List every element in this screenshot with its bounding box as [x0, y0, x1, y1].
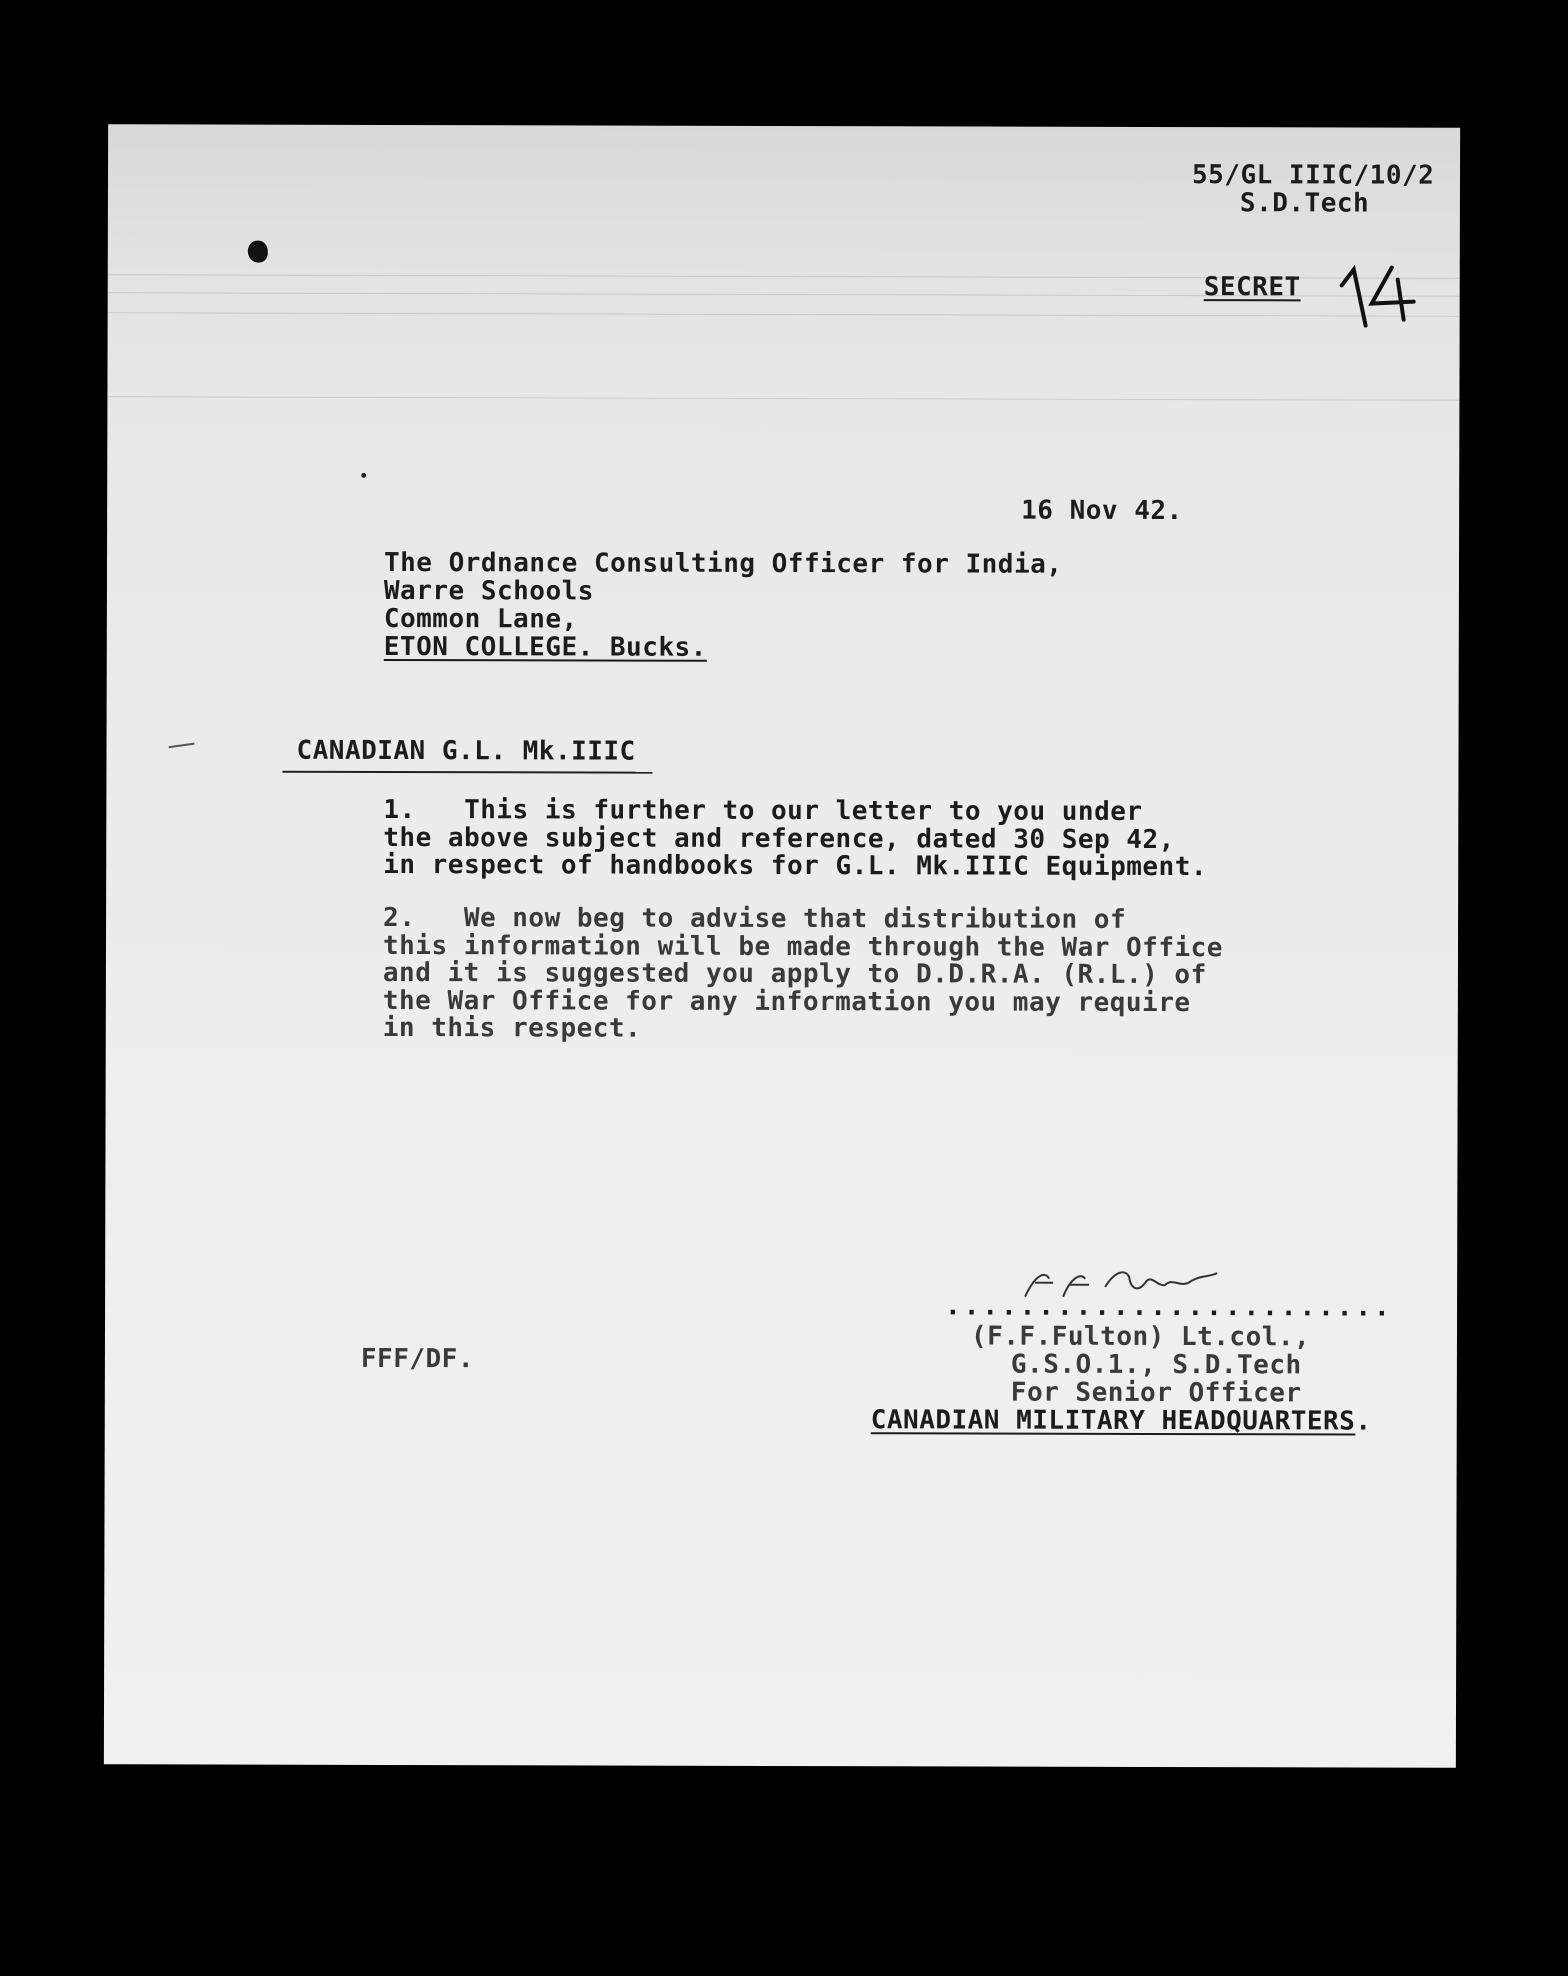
organization-name	[871, 1406, 1411, 1437]
department-code: S.D.Tech	[1239, 188, 1370, 219]
organization-period: .	[1355, 1406, 1372, 1437]
ink-blot	[248, 241, 268, 263]
recipient-line: ETON COLLEGE. Bucks.	[383, 631, 707, 663]
recipient-line: The Ordnance Consulting Officer for India,	[383, 547, 1063, 580]
subject-line: CANADIAN G.L. Mk.IIIC	[296, 735, 636, 767]
signatory-name: (F.F.Fulton) Lt.col.,	[970, 1321, 1311, 1353]
paragraph-2: 2. We now beg to advise that distribution of this information will be made through the War Office and it is suggested you apply to D.D.R.A. (R.L.) of the War Office for any information you may require in this respect.	[382, 902, 1224, 1044]
paragraph-1: 1. This is further to our letter to you under the above subject and reference, dated 30 Sep 42, in respect of handbooks for G.L. Mk.IIIC Equipment.	[383, 794, 1208, 883]
folio-number-handwritten	[1332, 257, 1422, 337]
signature-line: ........................	[945, 1291, 1393, 1323]
paper-line	[107, 396, 1459, 401]
ink-dot	[361, 473, 366, 478]
reference-number: 55/GL IIIC/10/2	[1191, 160, 1435, 191]
organization-label: CANADIAN MILITARY HEADQUARTERS	[870, 1405, 1356, 1437]
signatory-capacity: For Senior Officer	[1010, 1377, 1302, 1409]
recipient-line: Common Lane,	[383, 603, 578, 635]
typist-initials: FFF/DF.	[360, 1343, 475, 1375]
subject-underline	[282, 771, 652, 774]
letter-date: 16 Nov 42.	[1021, 495, 1183, 527]
classification-stamp: SECRET	[1203, 272, 1301, 303]
pencil-mark	[169, 743, 195, 749]
paper-line	[108, 312, 1460, 317]
recipient-line: Warre Schools	[383, 575, 594, 607]
signatory-title: G.S.O.1., S.D.Tech	[1010, 1349, 1302, 1381]
letter-sheet	[104, 124, 1460, 1768]
